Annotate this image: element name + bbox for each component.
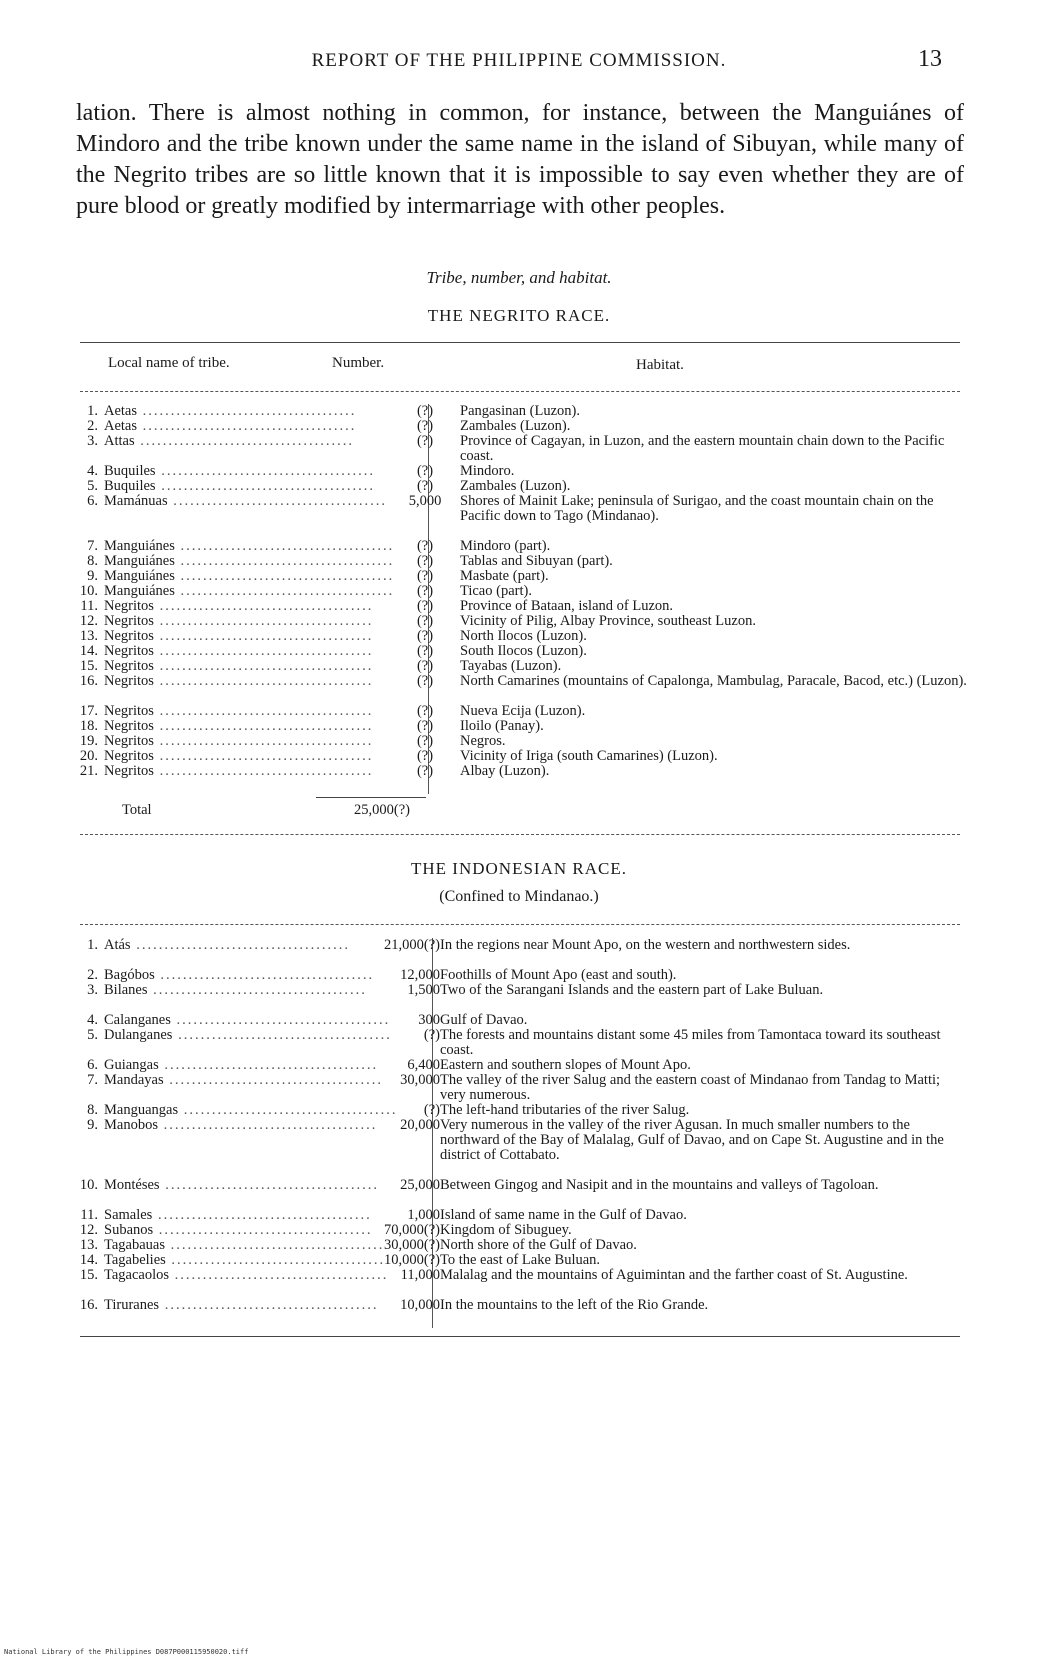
negrito-race-title: THE NEGRITO RACE. xyxy=(427,306,611,325)
tribe-number: 20,000 xyxy=(400,1117,440,1133)
col-header-tribe: Local name of tribe. xyxy=(108,355,230,371)
tribe-habitat: Very numerous in the valley of the river Agusan. In much smaller numbers to the northward of the Bay of Malalag, Gulf of Davao, and on Cape St. Augustine and in the district of Cottabato. xyxy=(440,1117,944,1164)
tribe-name: Subanos ...................................... xyxy=(104,1223,373,1238)
row-number: 16. xyxy=(79,673,98,689)
tribe-name: Manguiánes ...................................... xyxy=(104,554,395,569)
tribe-habitat: Negros. xyxy=(460,733,506,749)
tribe-name: Buquiles ...................................... xyxy=(104,479,375,494)
row-number: 5. xyxy=(87,1027,98,1043)
tribe-name: Montéses ...................................... xyxy=(104,1178,379,1193)
col-header-number: Number. xyxy=(332,355,385,371)
row-number: 9. xyxy=(87,1117,98,1133)
tribe-number: (?) xyxy=(416,538,434,554)
tribe-habitat: Vicinity of Pilig, Albay Province, southeast Luzon. xyxy=(460,613,756,629)
row-number: 16. xyxy=(79,1297,98,1313)
tribe-number: (?) xyxy=(416,583,434,599)
tribe-habitat: Mindoro (part). xyxy=(460,538,551,554)
tribe-number: 25,000 xyxy=(400,1177,440,1193)
tribe-habitat: Ticao (part). xyxy=(460,583,532,599)
row-number: 12. xyxy=(79,1222,98,1238)
tribe-habitat: Province of Bataan, island of Luzon. xyxy=(460,598,674,614)
divider xyxy=(80,1336,960,1337)
tribe-habitat: Foothills of Mount Apo (east and south). xyxy=(440,967,677,983)
tribe-number: (?) xyxy=(416,763,434,779)
tribe-name: Negritos ...................................... xyxy=(104,734,374,749)
tribe-number: (?) xyxy=(416,718,434,734)
row-number: 18. xyxy=(79,718,98,734)
tribe-number: (?) xyxy=(416,703,434,719)
tribe-habitat: Albay (Luzon). xyxy=(460,763,550,779)
tribe-habitat: Nueva Ecija (Luzon). xyxy=(460,703,586,719)
tribe-habitat: The forests and mountains distant some 45 miles from Tamontaca toward its southeast coast. xyxy=(440,1027,941,1059)
row-number: 4. xyxy=(87,463,98,479)
col-header-habitat: Habitat. xyxy=(636,357,684,373)
row-number: 17. xyxy=(79,703,98,719)
tribe-habitat: In the mountains to the left of the Rio Grande. xyxy=(440,1297,709,1313)
tribe-name: Aetas ...................................... xyxy=(104,404,357,419)
row-number: 7. xyxy=(87,538,98,554)
tribe-number: (?) xyxy=(416,643,434,659)
tribe-number: (?) xyxy=(416,568,434,584)
tribe-name: Manguiánes ...................................... xyxy=(104,539,395,554)
row-number: 15. xyxy=(79,1267,98,1283)
tribe-name: Manguiánes ...................................... xyxy=(104,569,395,584)
tribe-number: 70,000(?) xyxy=(384,1222,440,1238)
tribe-habitat: Between Gingog and Nasipit and in the mountains and valleys of Tagoloan. xyxy=(440,1177,879,1193)
row-number: 1. xyxy=(87,937,98,953)
row-number: 8. xyxy=(87,1102,98,1118)
divider xyxy=(80,924,960,925)
tribe-number: 10,000 xyxy=(400,1297,440,1313)
row-number: 5. xyxy=(87,478,98,494)
tribe-name: Negritos ...................................... xyxy=(104,749,374,764)
tribe-name: Negritos ...................................... xyxy=(104,629,374,644)
indonesian-race-title: THE INDONESIAN RACE. xyxy=(411,859,627,878)
tribe-name: Negritos ...................................... xyxy=(104,674,374,689)
running-header xyxy=(0,48,1038,78)
tribe-name: Manguiánes ...................................... xyxy=(104,584,395,599)
row-number: 11. xyxy=(80,1207,98,1223)
row-number: 7. xyxy=(87,1072,98,1088)
tribe-number: 12,000 xyxy=(400,967,440,983)
tribe-habitat: To the east of Lake Buluan. xyxy=(440,1252,601,1268)
tribe-name: Aetas ...................................... xyxy=(104,419,357,434)
tribe-name: Tiruranes ...................................... xyxy=(104,1298,379,1313)
tribe-habitat: Two of the Sarangani Islands and the eastern part of Lake Buluan. xyxy=(440,982,824,998)
tribe-number: (?) xyxy=(416,403,434,419)
tribe-habitat: Malalag and the mountains of Aguimintan and the farther coast of St. Augustine. xyxy=(440,1267,908,1283)
tribe-number: 30,000(?) xyxy=(384,1237,440,1253)
tribe-number: 1,500 xyxy=(407,982,440,998)
row-number: 13. xyxy=(79,628,98,644)
tribe-number: (?) xyxy=(416,433,434,449)
tribe-name: Buquiles ...................................... xyxy=(104,464,375,479)
row-number: 6. xyxy=(87,1057,98,1073)
tribe-number: 11,000 xyxy=(400,1267,440,1283)
tribe-number: (?) xyxy=(416,613,434,629)
tribe-habitat: North shore of the Gulf of Davao. xyxy=(440,1237,637,1253)
tribe-name: Mandayas ...................................... xyxy=(104,1073,383,1088)
tribe-name: Dulanganes ...................................... xyxy=(104,1028,392,1043)
row-number: 20. xyxy=(79,748,98,764)
scan-footer: National Library of the Philippines D087P000115950020.tiff xyxy=(4,1648,249,1656)
tribe-habitat: Island of same name in the Gulf of Davao. xyxy=(440,1207,687,1223)
row-number: 13. xyxy=(79,1237,98,1253)
tribe-habitat: North Camarines (mountains of Capalonga, Mambulag, Paracale, Bacod, etc.) (Luzon). xyxy=(460,673,967,689)
row-number: 11. xyxy=(80,598,98,614)
tribe-habitat: Tablas and Sibuyan (part). xyxy=(460,553,613,569)
tribe-number: (?) xyxy=(416,463,434,479)
tribe-name: Manguangas ...................................... xyxy=(104,1103,398,1118)
row-number: 8. xyxy=(87,553,98,569)
tribe-name: Tagacaolos ...................................... xyxy=(104,1268,389,1283)
tribe-habitat: South Ilocos (Luzon). xyxy=(460,643,587,659)
tribe-habitat: Vicinity of Iriga (south Camarines) (Luzon). xyxy=(460,748,718,764)
tribe-habitat: Pangasinan (Luzon). xyxy=(460,403,580,419)
tribe-habitat: Masbate (part). xyxy=(460,568,549,584)
row-number: 1. xyxy=(87,403,98,419)
row-number: 19. xyxy=(79,733,98,749)
total-value: 25,000(?) xyxy=(354,802,410,818)
tribe-habitat: Eastern and southern slopes of Mount Apo. xyxy=(440,1057,691,1073)
tribe-name: Negritos ...................................... xyxy=(104,659,374,674)
tribe-number: (?) xyxy=(423,1102,440,1118)
tribe-name: Bilanes ...................................... xyxy=(104,983,367,998)
header-title: REPORT OF THE PHILIPPINE COMMISSION. xyxy=(311,50,727,71)
tribe-name: Negritos ...................................... xyxy=(104,644,374,659)
tribe-name: Tagabelies ...................................... xyxy=(104,1253,386,1268)
tribe-name: Manobos ...................................... xyxy=(104,1118,378,1133)
row-number: 12. xyxy=(79,613,98,629)
tribe-number: (?) xyxy=(416,673,434,689)
tribe-name: Bagóbos ...................................... xyxy=(104,968,375,983)
tribe-habitat: The left-hand tributaries of the river Salug. xyxy=(440,1102,690,1118)
row-number: 3. xyxy=(87,433,98,449)
tribe-number: (?) xyxy=(416,553,434,569)
tribe-number: (?) xyxy=(416,733,434,749)
divider xyxy=(80,342,960,343)
tribe-number: 10,000(?) xyxy=(384,1252,440,1268)
tribe-number: (?) xyxy=(416,748,434,764)
total-rule xyxy=(316,797,426,798)
tribe-habitat: Mindoro. xyxy=(460,463,515,479)
divider xyxy=(80,834,960,835)
tribe-number: 1,000 xyxy=(407,1207,440,1223)
tribe-habitat: Shores of Mainit Lake; peninsula of Surigao, and the coast mountain chain on the Pacific down to Tago (Mindanao). xyxy=(460,493,934,525)
tribe-habitat: Tayabas (Luzon). xyxy=(460,658,562,674)
row-number: 21. xyxy=(79,763,98,779)
tribe-habitat: The valley of the river Salug and the eastern coast of Mindanao from Tandag to Matti; very numerous. xyxy=(440,1072,941,1104)
tribe-name: Negritos ...................................... xyxy=(104,704,374,719)
tribe-number: (?) xyxy=(423,1027,440,1043)
tribe-name: Samales ...................................... xyxy=(104,1208,372,1223)
table-caption: Tribe, number, and habitat. xyxy=(426,268,612,287)
tribe-number: (?) xyxy=(416,658,434,674)
tribe-number: (?) xyxy=(416,598,434,614)
row-number: 10. xyxy=(79,583,98,599)
row-number: 10. xyxy=(79,1177,98,1193)
tribe-number: (?) xyxy=(416,628,434,644)
tribe-habitat: Iloilo (Panay). xyxy=(460,718,544,734)
tribe-name: Atás ...................................... xyxy=(104,938,350,953)
divider xyxy=(80,391,960,392)
tribe-name: Negritos ...................................... xyxy=(104,719,374,734)
tribe-habitat: Gulf of Davao. xyxy=(440,1012,528,1028)
total-label: Total xyxy=(122,802,152,818)
intro-paragraph: lation. There is almost nothing in common, for instance, between the Manguiánes of Mindoro and the tribe known under the same name in the island of Sibuyan, while many of the Negrito tribes are so little known that it is impossible to say even whether they are of pure blood or greatly modified by intermarriage with other peoples. xyxy=(76,100,964,219)
row-number: 2. xyxy=(87,418,98,434)
tribe-habitat: North Ilocos (Luzon). xyxy=(460,628,587,644)
tribe-number: 300 xyxy=(418,1012,440,1028)
indonesian-race-subtitle: (Confined to Mindanao.) xyxy=(439,888,599,905)
row-number: 15. xyxy=(79,658,98,674)
tribe-habitat: Province of Cagayan, in Luzon, and the eastern mountain chain down to the Pacific coast. xyxy=(460,433,945,465)
tribe-number: 6,400 xyxy=(407,1057,440,1073)
tribe-name: Negritos ...................................... xyxy=(104,614,374,629)
row-number: 6. xyxy=(87,493,98,509)
tribe-habitat: Zambales (Luzon). xyxy=(460,418,571,434)
tribe-number: (?) xyxy=(416,418,434,434)
tribe-name: Negritos ...................................... xyxy=(104,764,374,779)
tribe-habitat: Zambales (Luzon). xyxy=(460,478,571,494)
tribe-number: 30,000 xyxy=(400,1072,440,1088)
tribe-name: Negritos ...................................... xyxy=(104,599,374,614)
tribe-name: Guiangas ...................................... xyxy=(104,1058,379,1073)
tribe-number: 21,000(?) xyxy=(384,937,440,953)
tribe-number: 5,000 xyxy=(408,493,442,509)
tribe-name: Tagabauas ...................................... xyxy=(104,1238,385,1253)
tribe-name: Calanganes ...................................... xyxy=(104,1013,391,1028)
row-number: 14. xyxy=(79,643,98,659)
row-number: 9. xyxy=(87,568,98,584)
tribe-name: Attas ...................................... xyxy=(104,434,354,449)
tribe-name: Mamánuas ...................................... xyxy=(104,494,387,509)
tribe-habitat: In the regions near Mount Apo, on the western and northwestern sides. xyxy=(440,937,851,953)
row-number: 2. xyxy=(87,967,98,983)
row-number: 4. xyxy=(87,1012,98,1028)
tribe-habitat: Kingdom of Sibuguey. xyxy=(440,1222,572,1238)
row-number: 14. xyxy=(79,1252,98,1268)
tribe-number: (?) xyxy=(416,478,434,494)
page-number: 13 xyxy=(918,46,942,72)
row-number: 3. xyxy=(87,982,98,998)
